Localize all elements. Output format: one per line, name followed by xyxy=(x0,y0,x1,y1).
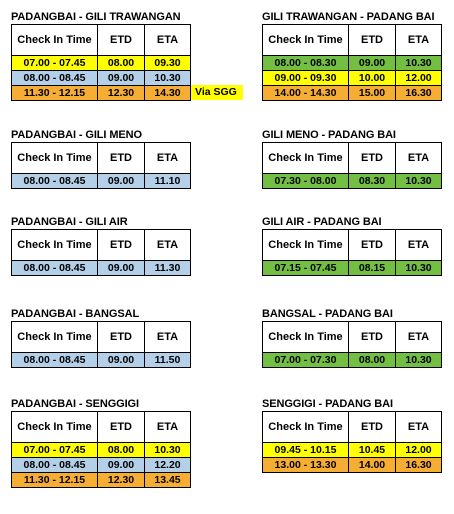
schedule-table xyxy=(11,142,191,189)
header-etd: ETD xyxy=(98,412,145,443)
schedule-table xyxy=(262,142,442,189)
schedule-block xyxy=(11,307,201,368)
table-row xyxy=(263,71,442,86)
etd-cell: 08.15 xyxy=(349,261,396,276)
header-eta: ETA xyxy=(396,230,442,261)
route-title: PADANGBAI - GILI TRAWANGAN xyxy=(11,11,181,23)
etd-cell: 12.30 xyxy=(98,86,145,101)
checkin-cell: 07.15 - 07.45 xyxy=(263,261,349,276)
schedule-table xyxy=(262,229,442,276)
schedule-block xyxy=(11,128,201,189)
header-etd: ETD xyxy=(98,25,145,56)
etd-cell: 09.00 xyxy=(98,261,145,276)
header-check-in: Check In Time xyxy=(263,143,349,174)
schedule-table xyxy=(262,24,442,101)
eta-cell: 10.30 xyxy=(396,174,442,189)
header-check-in: Check In Time xyxy=(263,322,349,353)
route-title: PADANGBAI - GILI MENO xyxy=(11,129,142,141)
route-title: PADANGBAI - GILI AIR xyxy=(11,216,128,228)
schedule-table xyxy=(262,321,442,368)
header-check-in: Check In Time xyxy=(12,230,98,261)
etd-cell: 09.00 xyxy=(98,353,145,368)
eta-cell: 09.30 xyxy=(145,56,191,71)
header-check-in: Check In Time xyxy=(263,25,349,56)
etd-cell: 09.00 xyxy=(98,458,145,473)
header-eta: ETA xyxy=(396,412,442,443)
table-header-row xyxy=(12,25,191,56)
schedule-table xyxy=(11,321,191,368)
eta-cell: 16.30 xyxy=(396,86,442,101)
table-header-row xyxy=(263,322,442,353)
etd-cell: 10.00 xyxy=(349,71,396,86)
table-row xyxy=(263,86,442,101)
header-check-in: Check In Time xyxy=(263,230,349,261)
etd-cell: 08.00 xyxy=(98,56,145,71)
checkin-cell: 08.00 - 08.45 xyxy=(12,71,98,86)
checkin-cell: 07.00 - 07.45 xyxy=(12,443,98,458)
route-title: GILI TRAWANGAN - PADANG BAI xyxy=(262,11,435,23)
header-eta: ETA xyxy=(145,230,191,261)
checkin-cell: 11.30 - 12.15 xyxy=(12,86,98,101)
table-header-row xyxy=(263,143,442,174)
table-row xyxy=(263,353,442,368)
etd-cell: 09.00 xyxy=(98,71,145,86)
etd-cell: 14.00 xyxy=(349,458,396,473)
etd-cell: 09.00 xyxy=(349,56,396,71)
table-row xyxy=(263,261,442,276)
header-etd: ETD xyxy=(349,143,396,174)
eta-cell: 13.45 xyxy=(145,473,191,488)
checkin-cell: 09.45 - 10.15 xyxy=(263,443,349,458)
table-row xyxy=(12,458,191,473)
header-etd: ETD xyxy=(349,25,396,56)
header-check-in: Check In Time xyxy=(263,412,349,443)
schedule-block xyxy=(262,10,452,101)
header-check-in: Check In Time xyxy=(12,322,98,353)
header-eta: ETA xyxy=(145,25,191,56)
table-row xyxy=(12,71,191,86)
schedule-table xyxy=(11,24,191,101)
table-header-row xyxy=(12,230,191,261)
table-row xyxy=(263,458,442,473)
schedule-block xyxy=(262,215,452,276)
table-row xyxy=(263,174,442,189)
checkin-cell: 08.00 - 08.45 xyxy=(12,353,98,368)
etd-cell: 10.45 xyxy=(349,443,396,458)
header-etd: ETD xyxy=(349,230,396,261)
route-title: GILI MENO - PADANG BAI xyxy=(262,129,396,141)
header-eta: ETA xyxy=(145,322,191,353)
table-row xyxy=(12,56,191,71)
header-check-in: Check In Time xyxy=(12,412,98,443)
etd-cell: 09.00 xyxy=(98,174,145,189)
checkin-cell: 11.30 - 12.15 xyxy=(12,473,98,488)
header-etd: ETD xyxy=(98,230,145,261)
eta-cell: 12.20 xyxy=(145,458,191,473)
route-title: GILI AIR - PADANG BAI xyxy=(262,216,382,228)
checkin-cell: 07.00 - 07.30 xyxy=(263,353,349,368)
table-header-row xyxy=(12,412,191,443)
eta-cell: 14.30 xyxy=(145,86,191,101)
header-check-in: Check In Time xyxy=(12,25,98,56)
header-etd: ETD xyxy=(98,143,145,174)
header-eta: ETA xyxy=(145,143,191,174)
schedule-block xyxy=(11,397,201,488)
table-row xyxy=(12,443,191,458)
header-eta: ETA xyxy=(145,412,191,443)
schedule-block xyxy=(11,10,237,101)
table-row xyxy=(12,261,191,276)
route-title: PADANGBAI - SENGGIGI xyxy=(11,398,139,410)
table-row xyxy=(263,56,442,71)
eta-cell: 11.10 xyxy=(145,174,191,189)
checkin-cell: 08.00 - 08.45 xyxy=(12,458,98,473)
table-header-row xyxy=(12,322,191,353)
checkin-cell: 07.00 - 07.45 xyxy=(12,56,98,71)
table-row xyxy=(12,473,191,488)
table-row xyxy=(263,443,442,458)
checkin-cell: 07.30 - 08.00 xyxy=(263,174,349,189)
schedule-table xyxy=(11,411,191,488)
header-eta: ETA xyxy=(396,322,442,353)
table-header-row xyxy=(263,25,442,56)
eta-cell: 16.30 xyxy=(396,458,442,473)
checkin-cell: 08.00 - 08.45 xyxy=(12,174,98,189)
table-header-row xyxy=(263,412,442,443)
schedule-block xyxy=(262,307,452,368)
eta-cell: 11.50 xyxy=(145,353,191,368)
header-etd: ETD xyxy=(98,322,145,353)
header-check-in: Check In Time xyxy=(12,143,98,174)
schedule-block xyxy=(262,397,452,473)
checkin-cell: 09.00 - 09.30 xyxy=(263,71,349,86)
schedule-block xyxy=(11,215,201,276)
route-title: BANGSAL - PADANG BAI xyxy=(262,308,393,320)
eta-cell: 10.30 xyxy=(396,56,442,71)
schedule-block xyxy=(262,128,452,189)
eta-cell: 10.30 xyxy=(396,261,442,276)
checkin-cell: 14.00 - 14.30 xyxy=(263,86,349,101)
route-title: PADANGBAI - BANGSAL xyxy=(11,308,140,320)
route-title: SENGGIGI - PADANG BAI xyxy=(262,398,393,410)
eta-cell: 10.30 xyxy=(145,443,191,458)
etd-cell: 12.30 xyxy=(98,473,145,488)
table-header-row xyxy=(263,230,442,261)
checkin-cell: 08.00 - 08.45 xyxy=(12,261,98,276)
eta-cell: 10.30 xyxy=(396,353,442,368)
eta-cell: 12.00 xyxy=(396,443,442,458)
eta-cell: 11.30 xyxy=(145,261,191,276)
table-row xyxy=(12,353,191,368)
etd-cell: 08.00 xyxy=(98,443,145,458)
checkin-cell: 13.00 - 13.30 xyxy=(263,458,349,473)
schedule-table xyxy=(262,411,442,473)
checkin-cell: 08.00 - 08.30 xyxy=(263,56,349,71)
header-etd: ETD xyxy=(349,412,396,443)
table-row xyxy=(12,86,191,101)
table-row xyxy=(12,174,191,189)
header-eta: ETA xyxy=(396,143,442,174)
header-etd: ETD xyxy=(349,322,396,353)
etd-cell: 08.30 xyxy=(349,174,396,189)
eta-cell: 10.30 xyxy=(145,71,191,86)
etd-cell: 15.00 xyxy=(349,86,396,101)
schedule-table xyxy=(11,229,191,276)
eta-cell: 12.00 xyxy=(396,71,442,86)
table-header-row xyxy=(12,143,191,174)
route-note-badge: Via SGG xyxy=(191,85,243,100)
etd-cell: 08.00 xyxy=(349,353,396,368)
header-eta: ETA xyxy=(396,25,442,56)
